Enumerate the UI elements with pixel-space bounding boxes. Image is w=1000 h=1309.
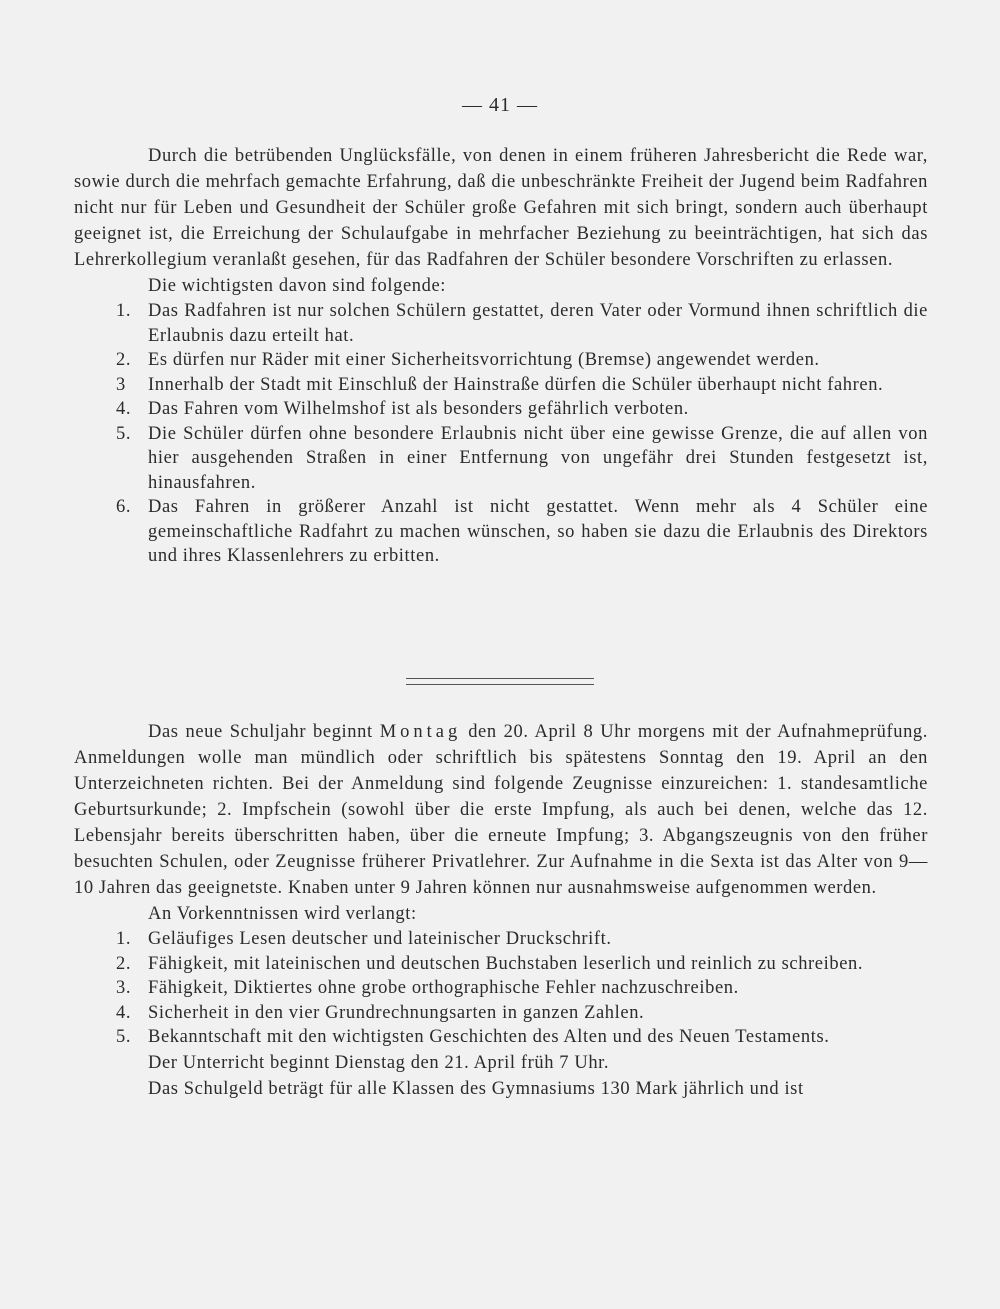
school-year-section xyxy=(74,719,928,1102)
list-item: 2. Es dürfen nur Räder mit einer Sicherheitsvorrichtung (Bremse) angewendet werden. xyxy=(116,350,820,370)
list-item: 3. Fähigkeit, Diktiertes ohne grobe orthographische Fehler nachzuschreiben. xyxy=(116,978,739,998)
weekday-emphasis: Montag xyxy=(379,722,462,742)
school-year-intro-paragraph: Das neue Schuljahr beginnt Montag den 20. April 8 Uhr morgens mit der Aufnahmeprüfung. Anmeldungen wolle man mündlich oder schriftlich bis spätestens Sonntag den 19. April an den Unterzeichneten richten. Bei der Anmeldung sind folgende Zeugnisse einzureichen: 1. standesamtliche Geburtsurkunde; 2. Impfschein (sowohl über die erste Impfung, als auch bei denen, welche das 12. Lebensjahr bereits überschritten haben, über die erneute Impfung; 3. Abgangszeugnis von den früher besuchten Schulen, oder Zeugnisse früherer Privatlehrer. Zur Aufnahme in die Sexta ist das Alter von 9—10 Jahren das geeignetste. Knaben unter 9 Jahren können nur ausnahmsweise aufgenommen werden. xyxy=(74,722,928,898)
lesson-start-line: Der Unterricht beginnt Dienstag den 21. April früh 7 Uhr. xyxy=(148,1052,610,1073)
list-item: 2. Fähigkeit, mit lateinischen und deutschen Buchstaben leserlich und reinlich zu schreiben. xyxy=(116,953,864,974)
cycling-rules-section xyxy=(74,143,928,569)
school-fee-line: Das Schulgeld beträgt für alle Klassen des Gymnasiums 130 Mark jährlich und ist xyxy=(148,1078,804,1099)
list-item: 4. Das Fahren vom Wilhelmshof ist als besonders gefährlich verboten. xyxy=(116,399,689,419)
requirements-list xyxy=(74,927,928,1050)
cycling-rules-lead: Die wichtigsten davon sind folgende: xyxy=(148,276,447,296)
list-item: 1. Geläufiges Lesen deutscher und lateinischer Druckschrift. xyxy=(116,929,612,949)
list-item: 5. Bekanntschaft mit den wichtigsten Geschichten des Alten und des Neuen Testaments. xyxy=(116,1027,830,1047)
list-item: 3 Innerhalb der Stadt mit Einschluß der Hainstraße dürfen die Schüler überhaupt nicht fahren. xyxy=(116,374,884,395)
list-item: 1. Das Radfahren ist nur solchen Schülern gestattet, deren Vater oder Vormund ihnen schriftlich die Erlaubnis dazu erteilt hat. xyxy=(116,301,928,346)
page-number: — 41 — xyxy=(462,94,538,116)
double-rule-divider xyxy=(406,678,594,685)
requirements-lead: An Vorkenntnissen wird verlangt: xyxy=(148,904,417,924)
list-item: 5. Die Schüler dürfen ohne besondere Erlaubnis nicht über eine gewisse Grenze, die auf allen von hier ausgehenden Straßen in einer Entfernung von ungefähr drei Stunden festgesetzt ist, hinausfahren. xyxy=(116,423,928,493)
list-item: 6. Das Fahren in größerer Anzahl ist nicht gestattet. Wenn mehr als 4 Schüler eine gemeinschaftliche Radfahrt zu machen wünschen, so haben sie dazu die Erlaubnis des Direktors und ihres Klassenlehrers zu erbitten. xyxy=(116,497,928,566)
cycling-intro-paragraph: Durch die betrübenden Unglücksfälle, von denen in einem früheren Jahresbericht die Rede war, sowie durch die mehrfach gemachte Erfahrung, daß die unbeschränkte Freiheit der Jugend beim Radfahren nicht nur für Leben und Gesundheit der Schüler große Gefahren mit sich bringt, sondern auch überhaupt geeignet ist, die Erreichung der Schulaufgabe in mehrfacher Beziehung zu beeinträchtigen, hat sich das Lehrerkollegium veranlaßt gesehen, für das Radfahren der Schüler besondere Vorschriften zu erlassen. xyxy=(74,146,928,270)
cycling-rules-list xyxy=(74,299,928,569)
list-item: 4. Sicherheit in den vier Grundrechnungsarten in ganzen Zahlen. xyxy=(116,1002,645,1023)
